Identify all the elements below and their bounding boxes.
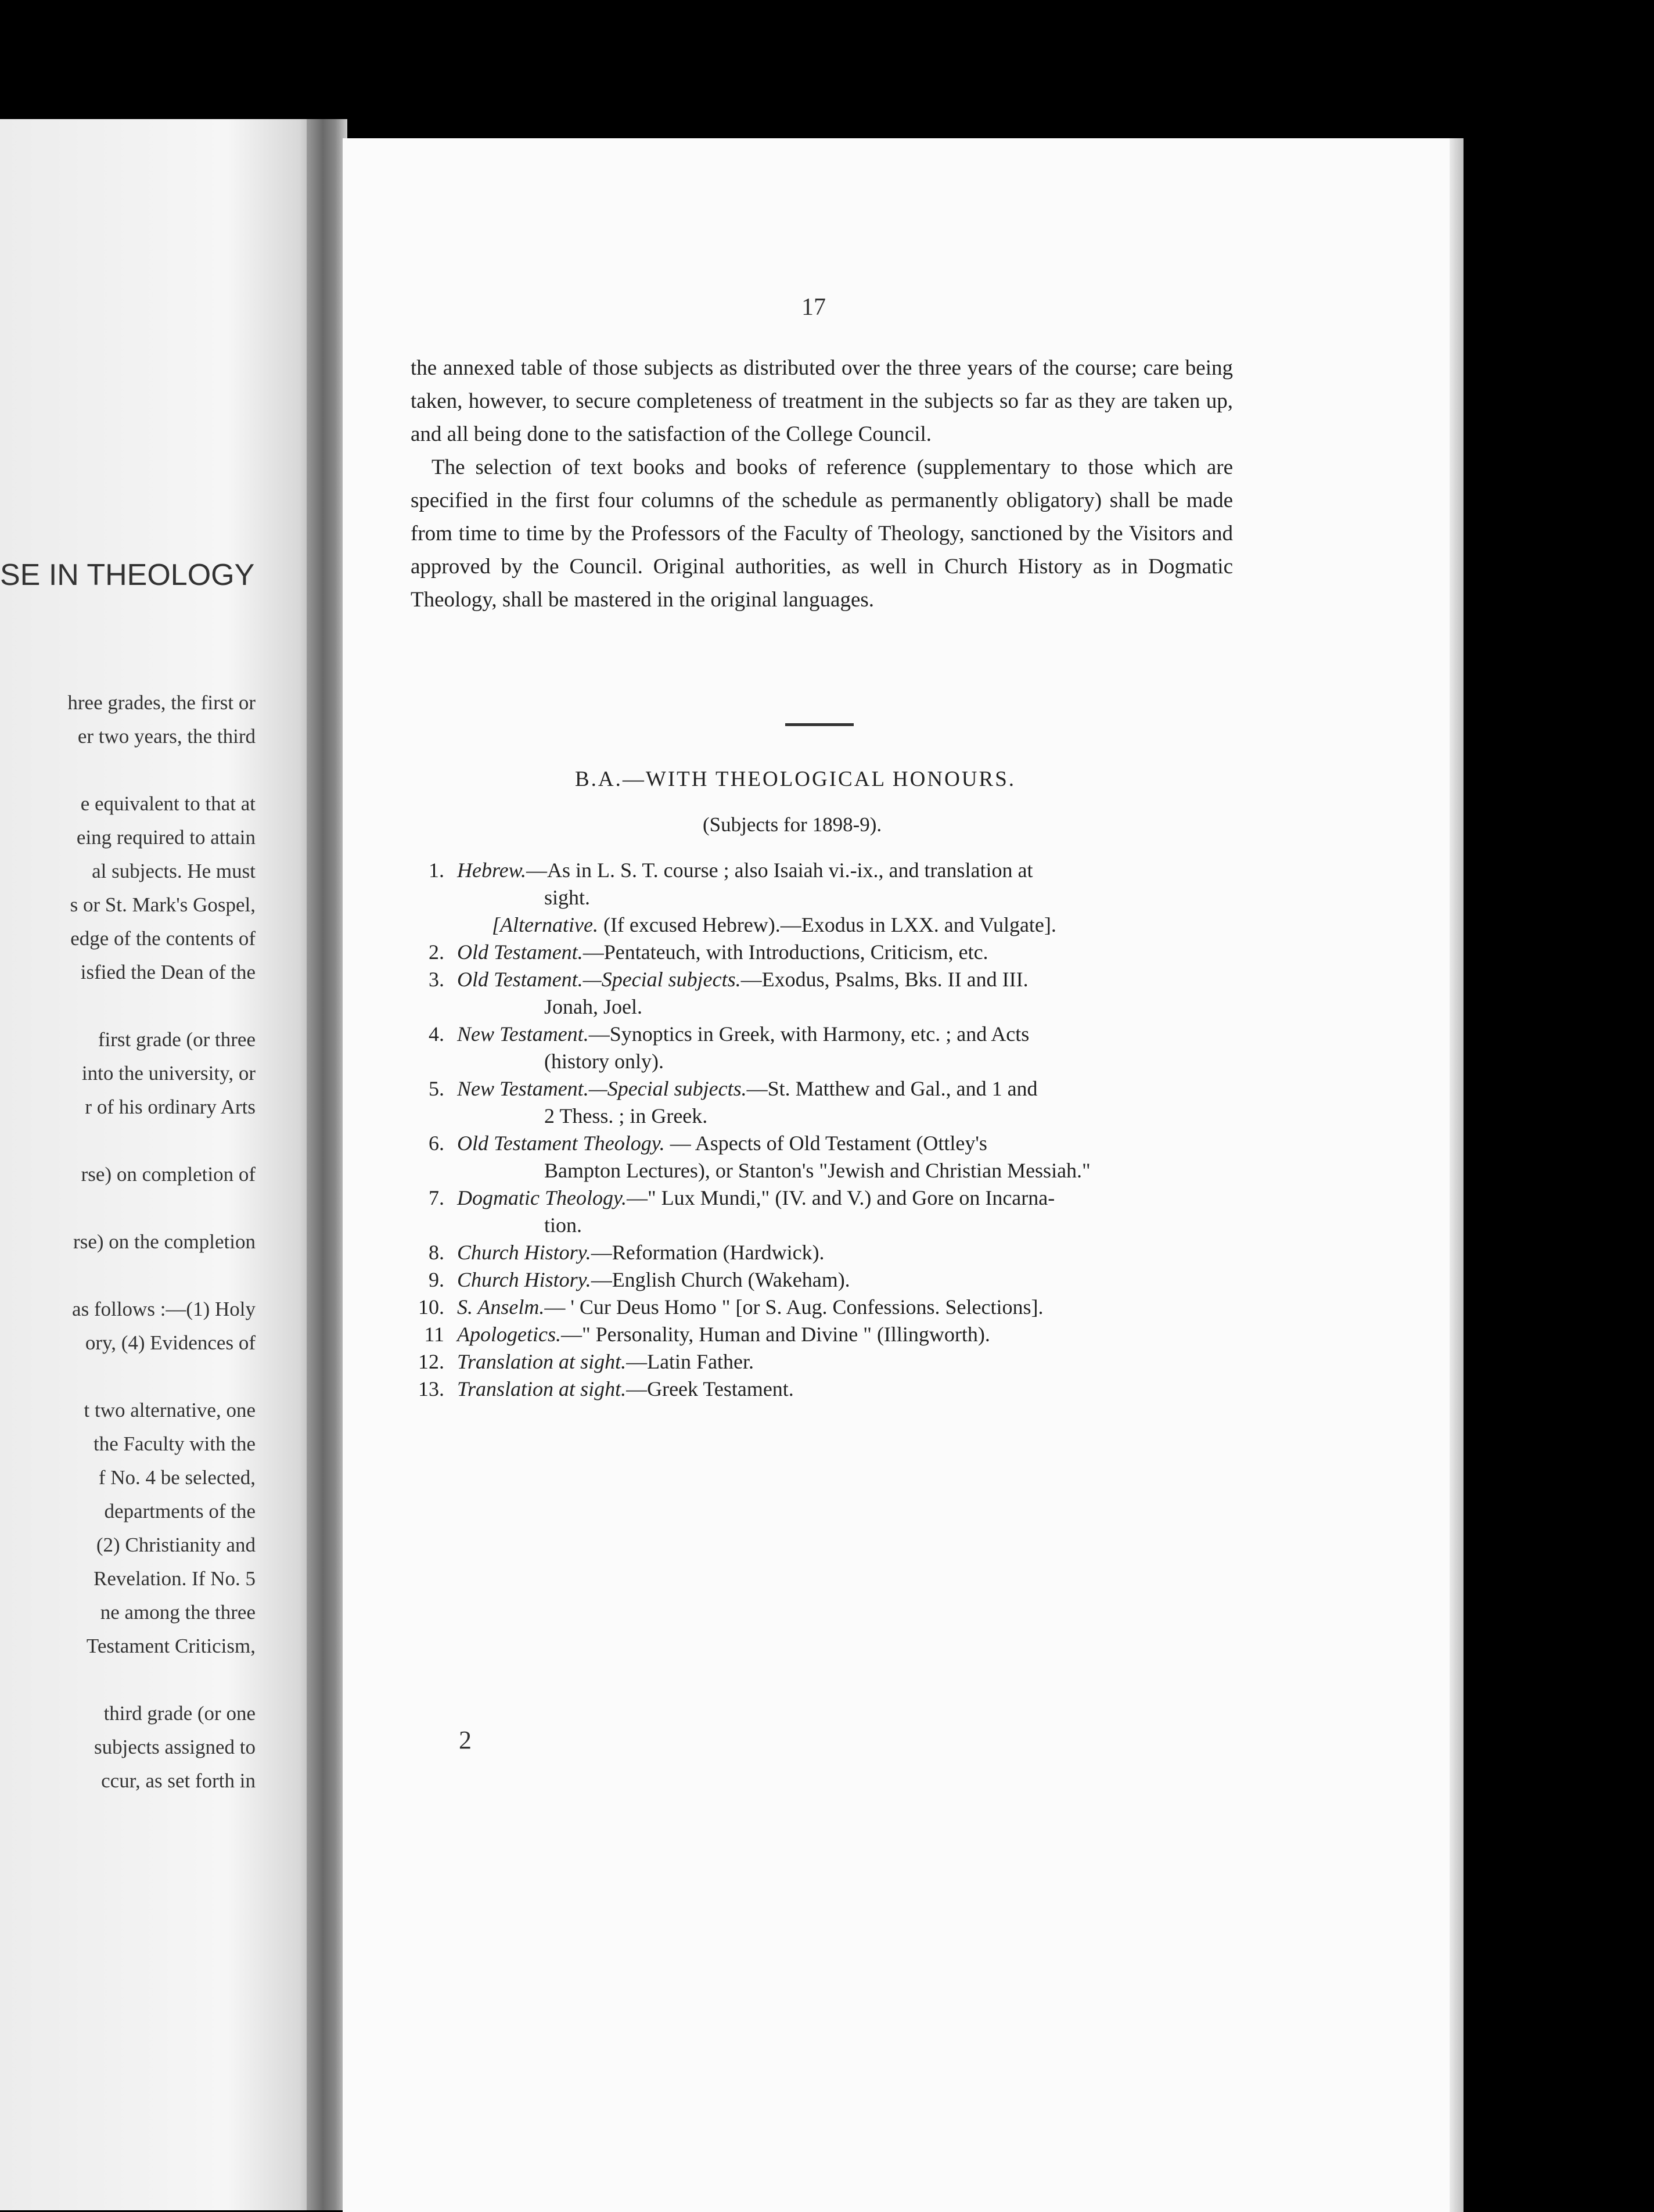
subject-item (398, 1184, 1228, 1239)
subject-title: Old Testament. (457, 940, 583, 964)
subject-item (398, 857, 1228, 911)
subject-number: 4. (429, 1022, 444, 1046)
subject-title: New Testament.—Special subjects. (457, 1077, 747, 1100)
left-page-line: into the university, or (81, 1062, 256, 1085)
left-page-line: ory, (4) Evidences of (85, 1331, 256, 1354)
subject-continuation: Jonah, Joel. (544, 995, 642, 1018)
subject-text: —As in L. S. T. course ; also Isaiah vi.-ix., and translation at (526, 859, 1033, 882)
subject-text: (If excused Hebrew).—Exodus in LXX. and Vulgate]. (598, 913, 1056, 936)
left-page-line: isfied the Dean of the (80, 961, 256, 983)
subject-number: 5. (429, 1077, 444, 1100)
subject-description (457, 1075, 1228, 1130)
subject-description (457, 911, 1228, 939)
subject-title: [Alternative. (492, 913, 598, 936)
subject-title: Church History. (457, 1268, 591, 1291)
subject-number: 13. (418, 1377, 444, 1401)
subject-description (457, 1266, 1228, 1294)
subject-number: 2. (429, 940, 444, 964)
left-page-line: third grade (or one (103, 1702, 256, 1725)
subject-description (457, 1021, 1228, 1075)
subject-item (398, 1376, 1228, 1403)
subject-text: —" Lux Mundi," (IV. and V.) and Gore on Incarna- (626, 1186, 1055, 1209)
left-page-line: s or St. Mark's Gospel, (70, 893, 256, 916)
paragraph: the annexed table of those subjects as distributed over the three years of the course; care being taken, however, to secure completeness of treatment in the subjects so far as they are taken up, and all being done to the satisfaction of the College Council. (411, 356, 1233, 446)
subject-number: 11 (424, 1323, 444, 1346)
left-page-line: rse) on completion of (81, 1163, 256, 1186)
left-page-line: e equivalent to that at (80, 792, 256, 815)
section-divider (785, 723, 854, 726)
subject-item (398, 1239, 1228, 1266)
subject-number: 10. (418, 1295, 444, 1319)
subject-item (398, 1321, 1228, 1348)
left-page-line: the Faculty with the (94, 1432, 256, 1455)
subject-text: —Exodus, Psalms, Bks. II and III. (740, 968, 1029, 991)
subject-number: 6. (429, 1132, 444, 1155)
subject-continuation: 2 Thess. ; in Greek. (544, 1104, 708, 1127)
section-heading: B.A.—WITH THEOLOGICAL HONOURS. (575, 767, 1016, 791)
subject-list (398, 857, 1228, 1403)
subject-text: —English Church (Wakeham). (591, 1268, 850, 1291)
subject-title: Translation at sight. (457, 1377, 627, 1401)
page-number: 17 (801, 294, 826, 321)
left-page-line: first grade (or three (98, 1028, 256, 1051)
left-page-line: t two alternative, one (84, 1399, 256, 1421)
left-page-line: ne among the three (100, 1601, 256, 1624)
subject-title: Hebrew. (457, 859, 526, 882)
subject-title: Old Testament.—Special subjects. (457, 968, 741, 991)
left-page-line: f No. 4 be selected, (98, 1466, 256, 1489)
left-page-line: edge of the contents of (70, 927, 256, 950)
subject-number: 1. (429, 859, 444, 882)
left-page-line: Testament Criticism, (86, 1635, 256, 1657)
left-page-line: (2) Christianity and (96, 1534, 256, 1556)
left-page-line: as follows :—(1) Holy (72, 1298, 256, 1320)
left-page-line: departments of the (104, 1500, 256, 1522)
left-page-line: Revelation. If No. 5 (94, 1567, 256, 1590)
subject-title: Apologetics. (457, 1323, 561, 1346)
subject-number: 7. (429, 1186, 444, 1209)
signature-mark: 2 (459, 1726, 472, 1754)
subject-item (398, 966, 1228, 1021)
subject-description (457, 1239, 1228, 1266)
subject-title: New Testament. (457, 1022, 589, 1046)
left-page-line: hree grades, the first or (67, 691, 256, 714)
left-page-line: ccur, as set forth in (101, 1769, 256, 1792)
left-page-heading: SE IN THEOLOGY (0, 558, 255, 592)
left-page (0, 119, 325, 2210)
page-edge (1450, 138, 1464, 2212)
subject-number: 8. (429, 1241, 444, 1264)
subject-item (398, 1075, 1228, 1130)
subject-description (457, 939, 1228, 966)
subject-title: Old Testament Theology. (457, 1132, 665, 1155)
subject-number (398, 911, 457, 939)
subject-text: —Synoptics in Greek, with Harmony, etc. ; and Acts (588, 1022, 1030, 1046)
subject-text: —Pentateuch, with Introductions, Criticism, etc. (583, 940, 988, 964)
subject-text: — Aspects of Old Testament (Ottley's (664, 1132, 987, 1155)
subject-item (398, 911, 1228, 939)
left-page-line: al subjects. He must (92, 860, 256, 882)
paragraph: The selection of text books and books of reference (supplementary to those which are specified in the first four columns of the schedule as permanently obligatory) shall be made from time to time by the Professors of the Faculty of Theology, sanctioned by the Visitors and approved by the Council. Original authorities, as well in Church History as in Dogmatic Theology, shall be mastered in the original languages. (411, 455, 1233, 612)
left-page-line: r of his ordinary Arts (85, 1096, 256, 1118)
subject-text: — ' Cur Deus Homo " [or S. Aug. Confessions. Selections]. (544, 1295, 1044, 1319)
subject-text: —Greek Testament. (626, 1377, 794, 1401)
subject-number: 3. (429, 968, 444, 991)
subject-title: Translation at sight. (457, 1350, 627, 1373)
left-page-line: er two years, the third (77, 725, 256, 748)
body-text (411, 351, 1233, 616)
subject-item (398, 1294, 1228, 1321)
subject-item (398, 1021, 1228, 1075)
subject-item (398, 1266, 1228, 1294)
subject-item (398, 1348, 1228, 1376)
subject-continuation: (history only). (544, 1050, 664, 1073)
subject-continuation: sight. (544, 886, 591, 909)
subject-item (398, 939, 1228, 966)
subject-description (457, 1348, 1228, 1376)
subject-continuation: tion. (544, 1213, 583, 1237)
subject-text: —Latin Father. (626, 1350, 754, 1373)
subject-description (457, 1321, 1228, 1348)
subject-description (457, 966, 1228, 1021)
left-page-line: eing required to attain (76, 826, 256, 849)
subject-title: Dogmatic Theology. (457, 1186, 627, 1209)
subject-title: Church History. (457, 1241, 591, 1264)
subject-text: —Reformation (Hardwick). (591, 1241, 825, 1264)
subject-description (457, 857, 1228, 911)
subject-continuation: Bampton Lectures), or Stanton's "Jewish and Christian Messiah." (544, 1159, 1091, 1182)
left-page-line: rse) on the completion (73, 1230, 256, 1253)
subject-title: S. Anselm. (457, 1295, 545, 1319)
subject-text: —St. Matthew and Gal., and 1 and (746, 1077, 1038, 1100)
left-page-line: subjects assigned to (94, 1736, 256, 1758)
subject-description (457, 1294, 1228, 1321)
subject-description (457, 1184, 1228, 1239)
subject-item (398, 1130, 1228, 1184)
subject-text: —" Personality, Human and Divine " (Illingworth). (560, 1323, 990, 1346)
section-subheading: (Subjects for 1898-9). (703, 813, 882, 836)
subject-description (457, 1376, 1228, 1403)
subject-number: 9. (429, 1268, 444, 1291)
subject-description (457, 1130, 1228, 1184)
book-gutter (307, 119, 347, 2210)
subject-number: 12. (418, 1350, 444, 1373)
